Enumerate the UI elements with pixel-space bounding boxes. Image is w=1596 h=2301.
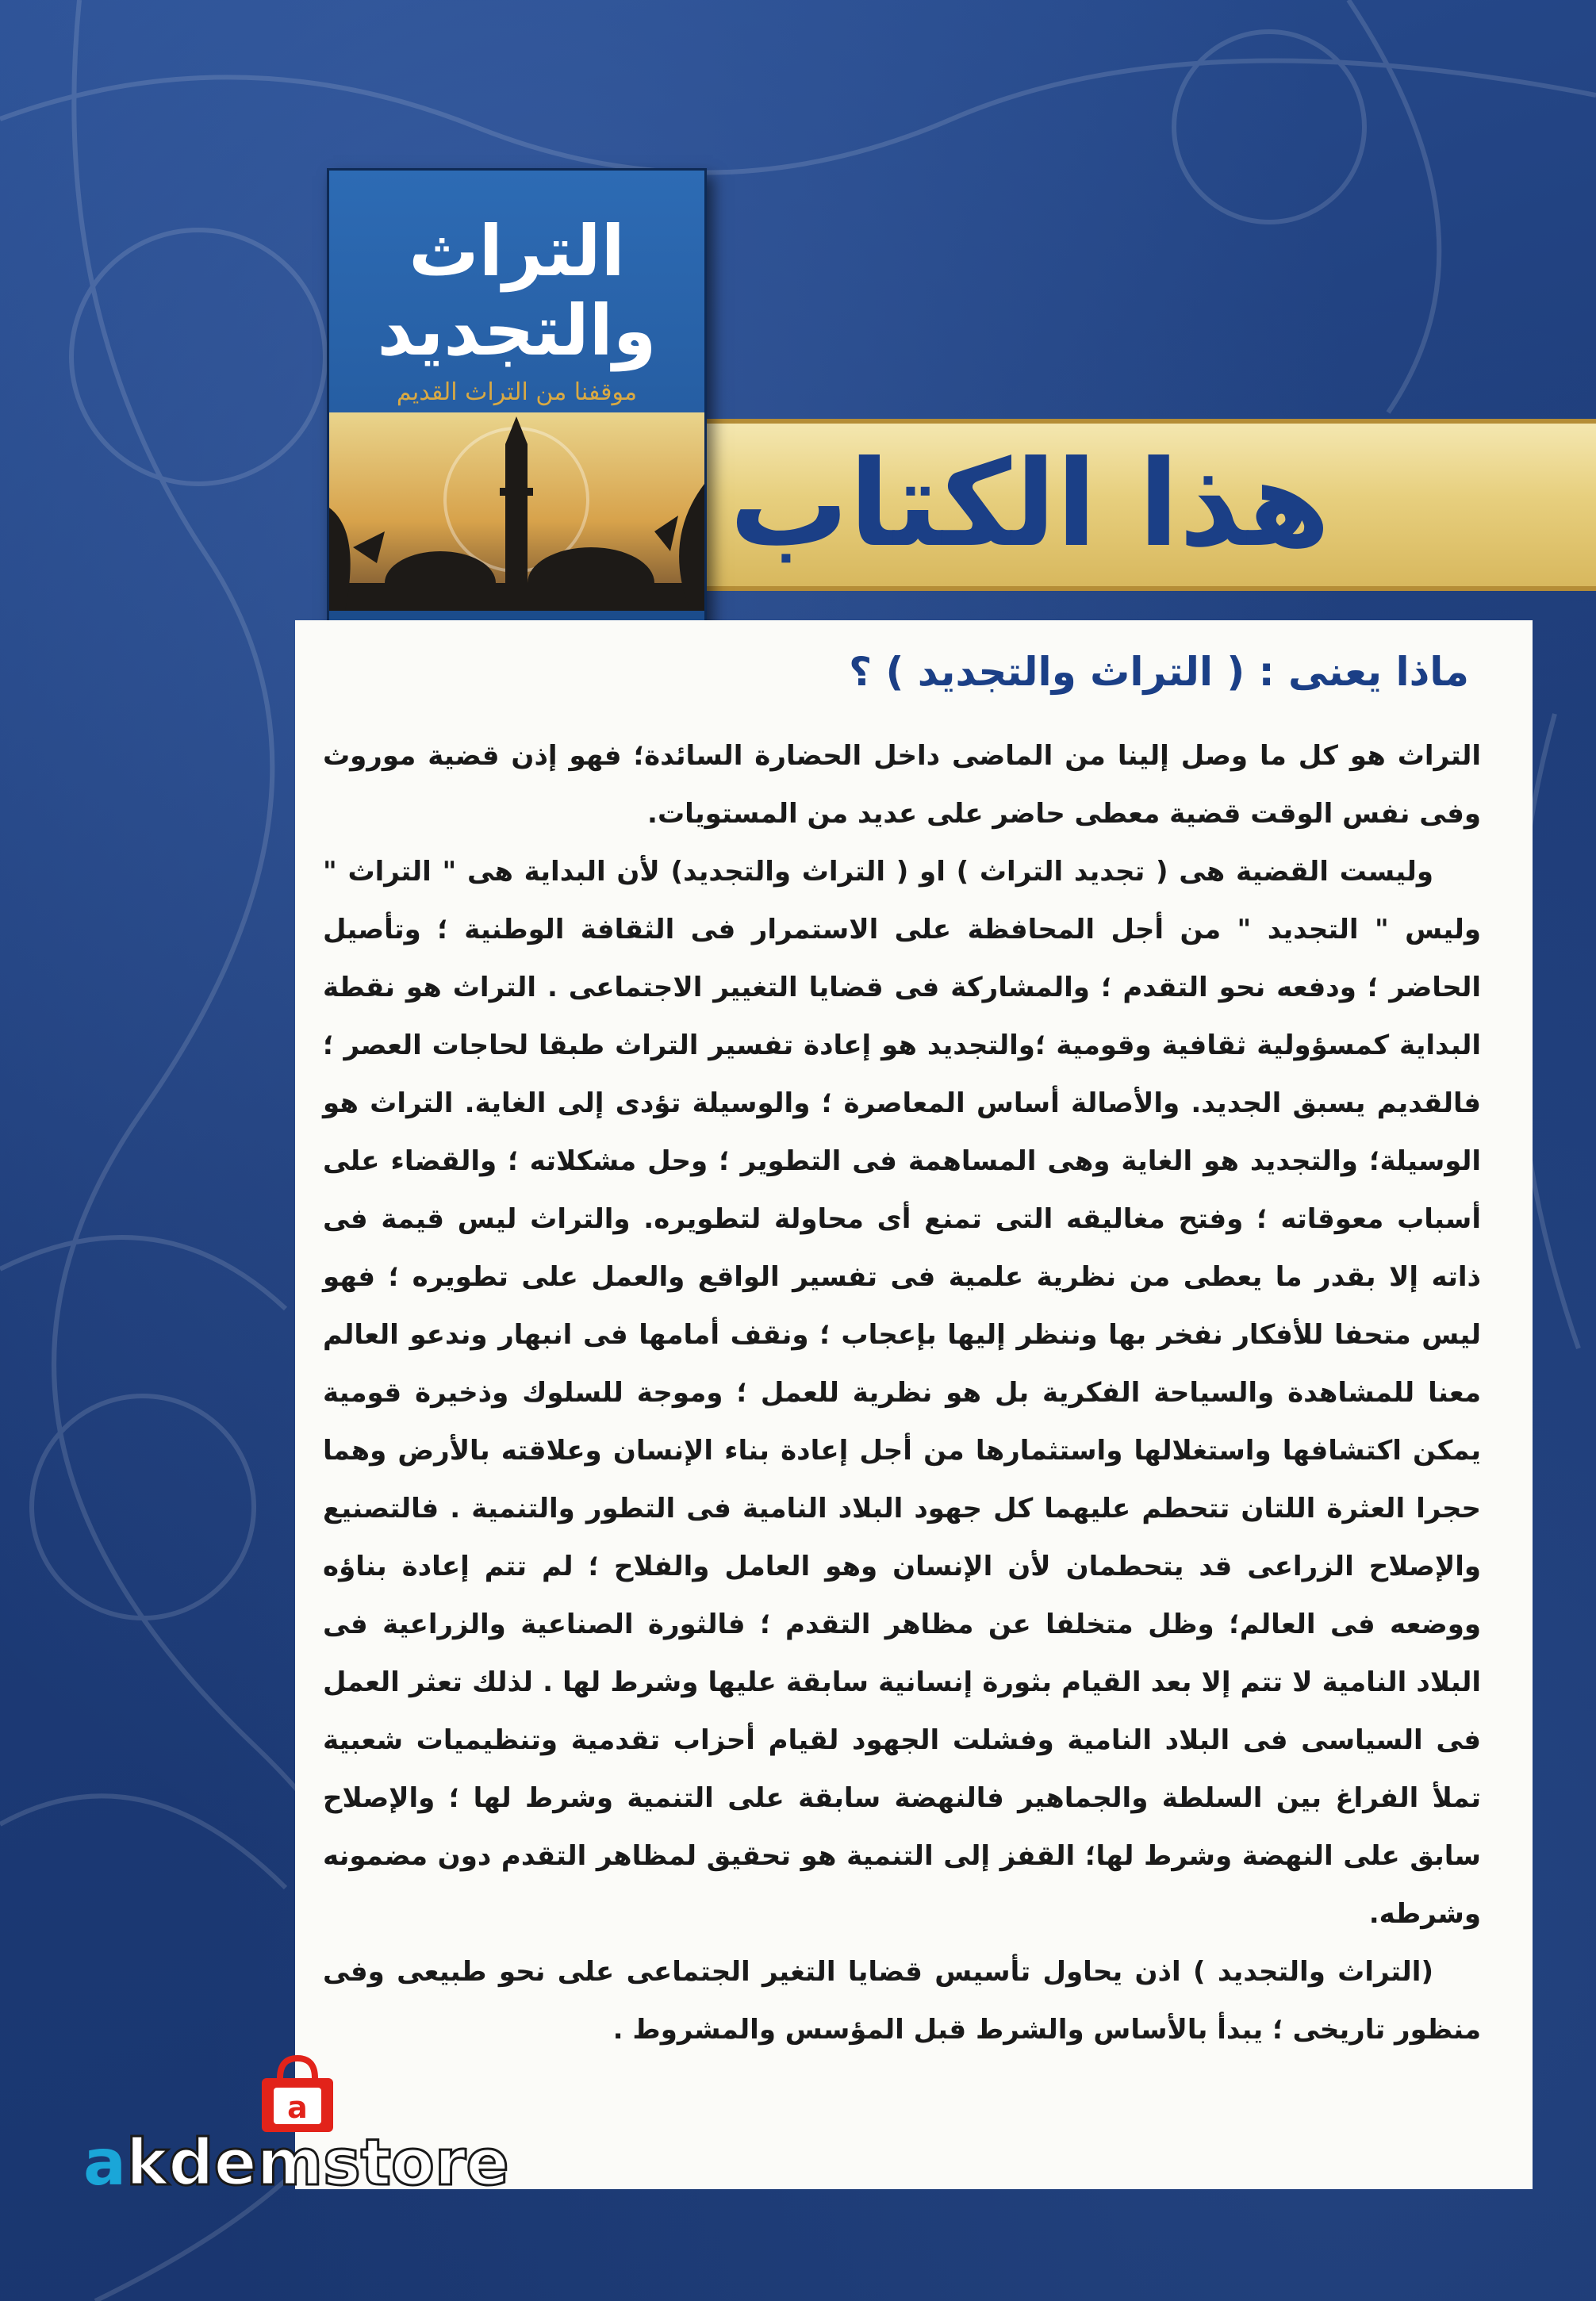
book-title-line2: والتجديد	[377, 290, 657, 371]
description-panel	[295, 620, 1533, 2189]
paragraph: (التراث والتجديد ) اذن يحاول تأسيس قضايا التغير الجتماعى على نحو طبيعى وفى منظور تاريخى ؛ يبدأ بالأساس والشرط قبل المؤسس والمشروط .	[323, 1956, 1481, 2046]
paragraph: وليست القضية هى ( تجديد التراث ) او ( التراث والتجديد) لأن البداية هى " التراث " وليس " التجديد " من أجل المحافظة على الاستمرار فى الثقافة الوطنية ؛ وتأصيل الحاضر ؛ ودفعه نحو التقدم ؛ والمشاركة فى قضايا التغيير الاجتماعى . التراث هو نقطة البداية كمسؤولية ثقافية وقومية ؛والتجديد هو إعادة تفسير التراث طبقا لحاجات العصر ؛ فالقديم يسبق الجديد. والأصالة أساس المعاصرة ؛ والوسيلة تؤدى إلى الغاية. التراث هو الوسيلة؛ والتجديد هو الغاية وهى المساهمة فى التطوير ؛ وحل مشكلاته ؛ والقضاء على أسباب معوقاته ؛ وفتح مغاليقه التى تمنع أى محاولة لتطويره. والتراث ليس قيمة فى ذاته إلا بقدر ما يعطى من نظرية علمية فى تفسير الواقع والعمل على تطويره ؛ فهو ليس متحفا للأفكار نفخر بها وننظر إليها بإعجاب ؛ ونقف أمامها فى انبهار وندعو العالم معنا للمشاهدة والسياحة الفكرية بل هو نظرية للعمل ؛ وموجة للسلوك وذخيرة قومية يمكن اكتشافها واستغلالها واستثمارها من أجل إعادة بناء الإنسان وعلاقته بالأرض وهما حجرا العثرة اللتان تتحطم عليهما كل جهود البلاد النامية فى التطور والتنمية . فالتصنيع والإصلاح الزراعى قد يتحطمان لأن الإنسان وهو العامل والفلاح ؛ لم تتم إعادة بناؤه ووضعه فى العالم؛ وظل متخلفا عن مظاهر التقدم ؛ فالثورة الصناعية والزراعية فى البلاد النامية لا تتم إلا بعد القيام بثورة إنسانية سابقة عليها وشرط لها . لذلك تعثر العمل فى السياسى فى البلاد النامية وفشلت الجهود لقيام أحزاب تقدمية وتنظيميات شعبية تملأ الفراغ بين السلطة والجماهير فالنهضة سابقة على التنمية وشرط لها ؛ والإصلاح سابق على النهضة وشرط لها؛ القفز إلى التنمية هو تحقيق لمظاهر التقدم دون مضمونه وشرطه.	[323, 856, 1481, 1930]
shopping-bag-icon	[250, 2054, 345, 2134]
panel-heading: ماذا يعنى : ( التراث والتجديد ) ؟	[849, 649, 1469, 695]
store-logo-text: akdemstore	[83, 2126, 509, 2199]
paragraph: التراث هو كل ما وصل إلينا من الماضى داخل الحضارة السائدة؛ فهو إذن قضية موروث وفى نفس الوقت قضية معطى حاضر على عديد من المستويات.	[323, 740, 1481, 830]
svg-text:a: a	[287, 2090, 308, 2125]
book-title-line1: التراث	[409, 210, 625, 292]
store-watermark	[83, 2054, 528, 2197]
mosque-silhouette-icon	[329, 412, 704, 611]
book-thumbnail	[327, 168, 707, 692]
body-text	[323, 727, 1481, 2059]
title-banner	[682, 419, 1596, 591]
section-title: هذا الكتاب	[729, 435, 1330, 573]
book-subtitle: موقفنا من التراث القديم	[396, 378, 638, 406]
